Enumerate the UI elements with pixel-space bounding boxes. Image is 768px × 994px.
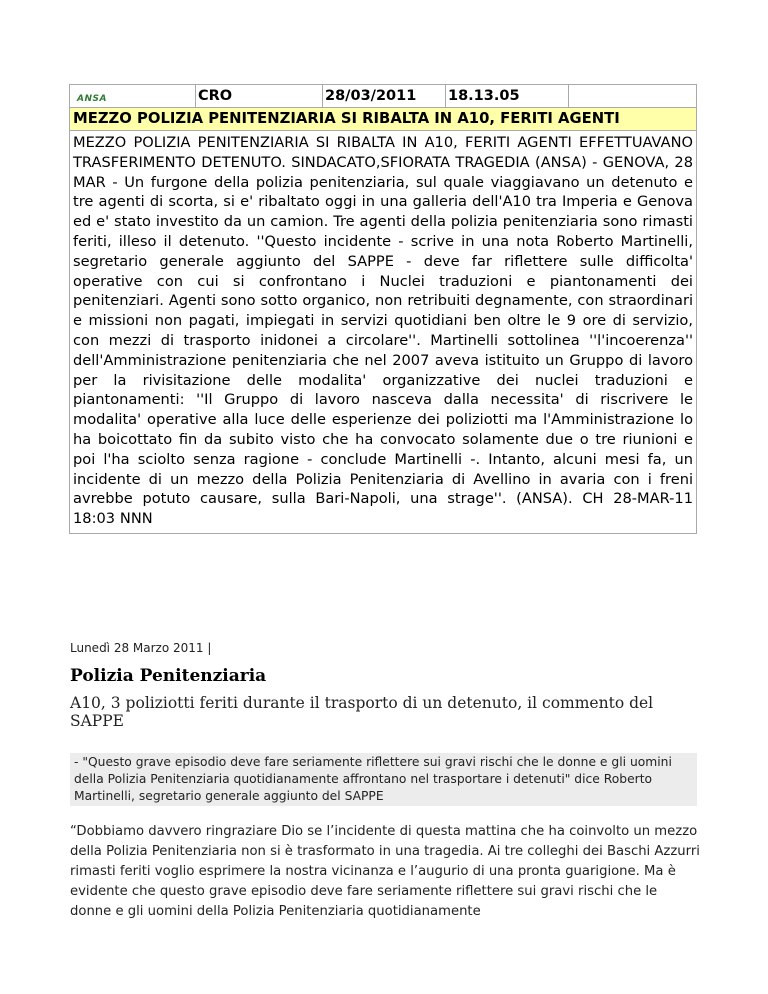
ansa-logo: ANSA xyxy=(77,94,107,104)
empty-cell xyxy=(569,85,696,107)
article-dateline: Lunedì 28 Marzo 2011 | xyxy=(70,641,212,655)
table-header-row xyxy=(70,85,696,107)
article-headline: A10, 3 poliziotti feriti durante il trasporto di un detenuto, il commento del SAPPE xyxy=(70,694,654,730)
news-title: MEZZO POLIZIA PENITENZIARIA SI RIBALTA IN A10, FERITI AGENTI xyxy=(70,107,696,130)
date-cell: 28/03/2011 xyxy=(323,85,446,107)
logo-cell xyxy=(70,85,196,107)
article-paragraph: “Dobbiamo davvero ringraziare Dio se l’incidente di questa mattina che ha coinvolto un mezzo della Polizia Penitenziaria non si è trasformato in una tragedia. Ai tre colleghi dei Baschi Azzurri rimasti feriti voglio esprimere la nostra vicinanza e l’augurio di una pronta guarigione. Ma è evidente che questo grave episodio deve fare seriamente riflettere sui gravi rischi che le donne e gli uomini della Polizia Penitenziaria quotidianamente xyxy=(70,824,700,919)
article-quote: - "Questo grave episodio deve fare seriamente riflettere sui gravi rischi che le donne e gli uomini della Polizia Penitenziaria quotidianamente affrontano nel trasportare i detenuti" dice Roberto Martinelli, segretario generale aggiunto del SAPPE xyxy=(70,753,697,806)
category-cell: CRO xyxy=(196,85,323,107)
ansa-news-table xyxy=(69,84,697,534)
time-cell: 18.13.05 xyxy=(446,85,569,107)
section-title: Polizia Penitenziaria xyxy=(70,666,267,686)
news-body: MEZZO POLIZIA PENITENZIARIA SI RIBALTA IN A10, FERITI AGENTI EFFETTUAVANO TRASFERIMENTO DETENUTO. SINDACATO,SFIORATA TRAGEDIA (ANSA) - GENOVA, 28 MAR - Un furgone della polizia penitenziaria, sul quale viaggiavano un detenuto e tre agenti di scorta, si e' ribaltato oggi in una galleria dell'A10 tra Imperia e Genova ed e' stato investito da un camion. Tre agenti della polizia penitenziaria sono rimasti feriti, illeso il detenuto. ''Questo incidente - scrive in una nota Roberto Martinelli, segretario generale aggiunto del SAPPE - deve far riflettere sulle difficolta' operative con cui si confrontano i Nuclei traduzioni e piantonamenti dei penitenziari. Agenti sono sotto organico, non retribuiti degnamente, con straordinari e missioni non pagati, impiegati in servizi quotidiani ben oltre le 9 ore di servizio, con mezzi di trasporto inidonei a circolare''. Martinelli sottolinea ''l'incoerenza'' dell'Amministrazione penitenziaria che nel 2007 aveva istituito un Gruppo di lavoro per la rivisitazione delle modalita' organizzative dei nuclei traduzioni e piantonamenti: ''Il Gruppo di lavoro nasceva dalla necessita' di riscrivere le modalita' operative alla luce delle esperienze dei poliziotti ma l'Amministrazione lo ha boicottato fin da subito visto che ha convocato solamente due o tre riunioni e poi l'ha sciolto senza ragione - conclude Martinelli -. Intanto, alcuni mesi fa, un incidente di un mezzo della Polizia Penitenziaria di Avellino in avaria con i freni avrebbe potuto causare, sulla Bari-Napoli, una strage''. (ANSA). CH 28-MAR-11 18:03 NNN xyxy=(70,130,696,533)
